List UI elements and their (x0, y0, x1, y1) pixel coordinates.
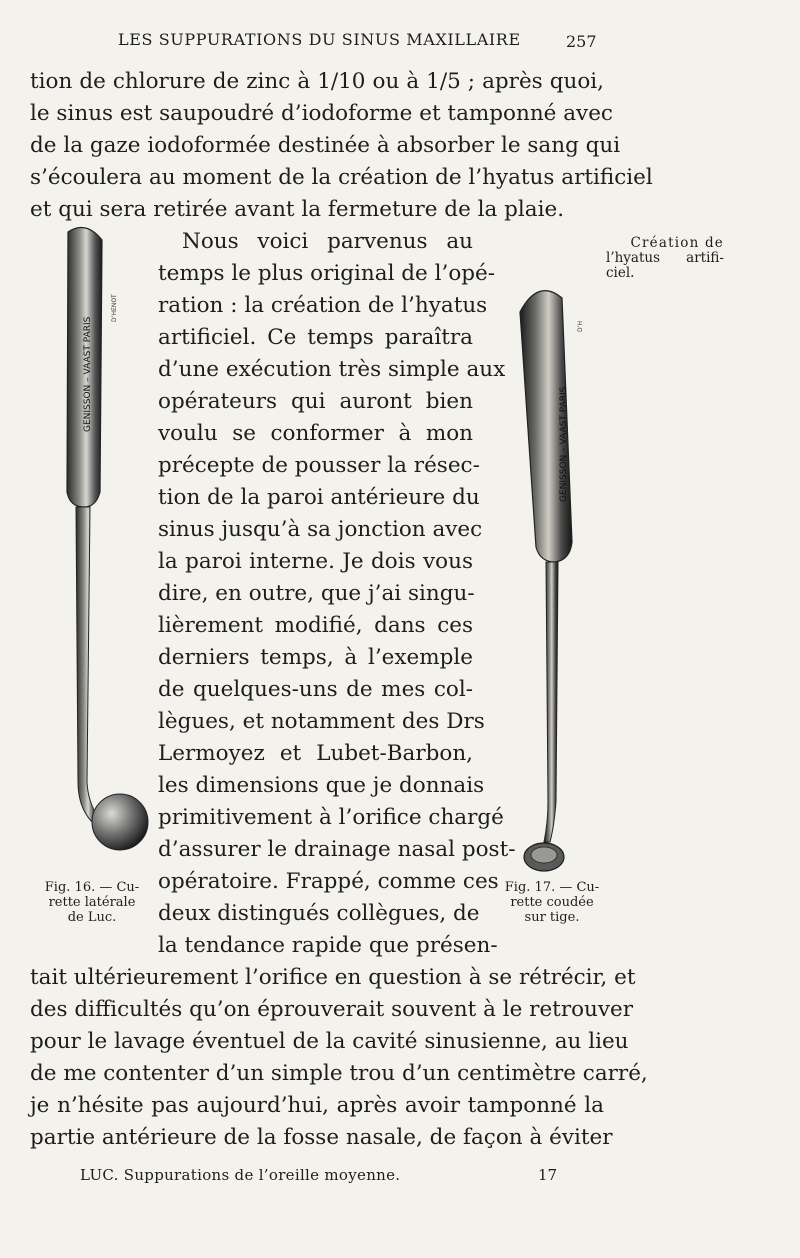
body-line: s’écoulera au moment de la création de l’hyatus artificiel (30, 165, 653, 190)
margin-note-line: ciel. (606, 265, 635, 281)
body-line: Lermoyez et Lubet-Barbon, (158, 741, 473, 766)
footer-signature: LUC. Suppurations de l’oreille moyenne. (80, 1166, 401, 1184)
margin-note-line: l’hyatus artifi- (606, 250, 724, 266)
body-line: partie antérieure de la fosse nasale, de façon à éviter (30, 1125, 613, 1150)
body-line: tion de chlorure de zinc à 1/10 ou à 1/5 ; après quoi, (30, 69, 604, 94)
body-line: derniers temps, à l’exemple (158, 645, 473, 670)
body-line: deux distingués collègues, de (158, 901, 480, 926)
body-line: et qui sera retirée avant la fermeture de la plaie. (30, 197, 565, 222)
caption-line: rette coudée (510, 895, 594, 910)
body-line: voulu se conformer à mon (158, 421, 473, 446)
body-line: la paroi interne. Je dois vous (158, 549, 473, 574)
body-line: lègues, et notamment des Drs (158, 709, 485, 734)
fig17-signature: D’H (577, 320, 584, 332)
body-line: artificiel. Ce temps paraîtra (158, 325, 473, 350)
body-line: de la gaze iodoformée destinée à absorber le sang qui (30, 133, 621, 158)
caption-line: Fig. 16. — Cu- (44, 880, 140, 895)
body-line: temps le plus original de l’opé- (158, 261, 496, 286)
caption-line: Fig. 17. — Cu- (504, 880, 600, 895)
body-line: la tendance rapide que présen- (158, 933, 498, 958)
body-line: de me contenter d’un simple trou d’un centimètre carré, (30, 1061, 648, 1086)
body-line: opérateurs qui auront bien (158, 389, 473, 414)
caption-line: de Luc. (67, 910, 117, 925)
body-line: des difficultés qu’on éprouverait souvent à le retrouver (30, 997, 634, 1022)
body-line: d’une exécution très simple aux (158, 357, 506, 382)
running-header: LES SUPPURATIONS DU SINUS MAXILLAIRE (118, 30, 521, 49)
margin-note-line: Création de (630, 235, 724, 251)
margin-note (606, 236, 724, 281)
figure-16-caption (30, 880, 154, 925)
body-line: opératoire. Frappé, comme ces (158, 869, 499, 894)
body-line: précepte de pousser la résec- (158, 453, 480, 478)
body-line: dire, en outre, que j’ai singu- (158, 581, 475, 606)
body-line: lièrement modifié, dans ces (158, 613, 473, 638)
body-line: tait ultérieurement l’orifice en question à se rétrécir, et (30, 965, 636, 990)
body-line: pour le lavage éventuel de la cavité sinusienne, au lieu (30, 1029, 629, 1054)
figure-17-curette-illustration (500, 282, 600, 882)
body-line: les dimensions que je donnais (158, 773, 485, 798)
footer-signature-number: 17 (538, 1166, 558, 1184)
body-line: de quelques-uns de mes col- (158, 677, 473, 702)
fig16-signature: D’HENOT (111, 294, 118, 322)
body-line: Nous voici parvenus au (182, 229, 473, 254)
body-line: ration : la création de l’hyatus (158, 293, 488, 318)
figure-16-curette-illustration (40, 222, 160, 872)
body-line: primitivement à l’orifice chargé (158, 805, 504, 830)
caption-line: rette latérale (48, 895, 136, 910)
fig17-engraving: GENISSON – VAAST PARIS (559, 386, 569, 502)
body-line: je n’hésite pas aujourd’hui, après avoir tamponné la (30, 1093, 604, 1118)
page-number: 257 (566, 32, 597, 51)
body-line: tion de la paroi antérieure du (158, 485, 480, 510)
body-line: le sinus est saupoudré d’iodoforme et tamponné avec (30, 101, 613, 126)
caption-line: sur tige. (524, 910, 580, 925)
fig16-engraving: GENISSON – VAAST PARIS (83, 316, 93, 432)
body-line: sinus jusqu’à sa jonction avec (158, 517, 483, 542)
figure-17-caption (490, 880, 614, 925)
body-line: d’assurer le drainage nasal post- (158, 837, 516, 862)
